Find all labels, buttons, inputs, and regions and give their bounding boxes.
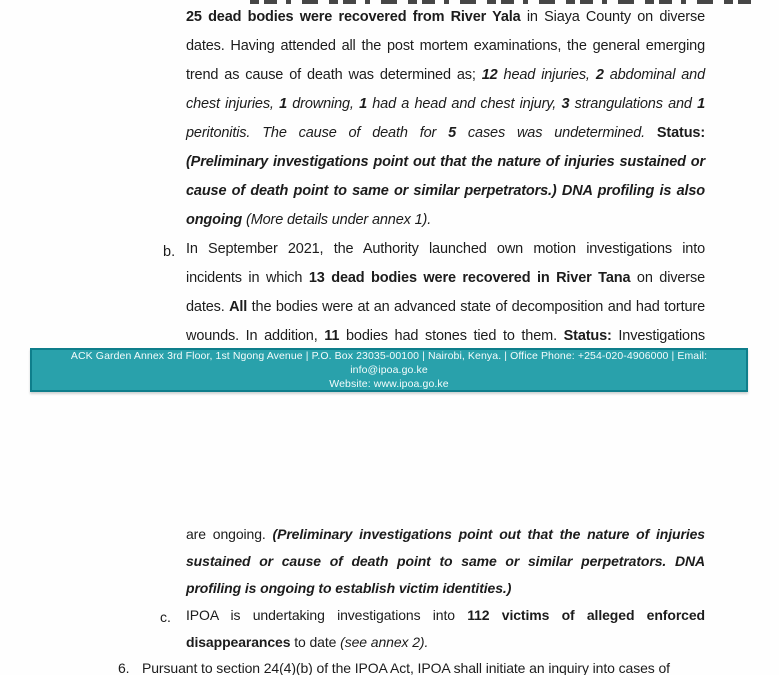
footer-website-line: Website: www.ipoa.go.ke [329,378,449,390]
item-6-text: Pursuant to section 24(4)(b) of the IPOA Act, IPOA shall initiate an inquiry into cases of [142,660,670,675]
list-marker-c: c. [160,609,171,625]
list-item-c-paragraph: IPOA is undertaking investigations into 112 victims of alleged enforced disappearances to date (see annex 2). [186,607,705,650]
list-marker-6: 6. [118,660,130,675]
page2-text-column [186,521,705,656]
page1-text-column [186,3,705,351]
item-b-continuation-paragraph: are ongoing. (Preliminary investigations point out that the nature of injuries sustained or cause of death point to same or similar perpetrators. DNA profiling is ongoing to establish victim identities.) [186,526,705,596]
list-marker-b: b. [163,244,176,260]
list-item-b-paragraph: In September 2021, the Authority launched own motion investigations into incidents in which 13 dead bodies were recovered in River Tana on diverse dates. All the bodies were at an advanced state of decomposition and had torture wounds. In addition, 11 bodies had stones tied to them. Status: Investigations [186,241,705,344]
item-a-continuation-paragraph: 25 dead bodies were recovered from River Yala in Siaya County on diverse dates. Having attended all the post mortem examinations, the general emerging trend as cause of death was determined as; 12 head injuries, 2 abdominal and chest injuries, 1 drowning, 1 had a head and chest injury, 3 strangulations and 1 peritonitis. The cause of death for 5 cases was undetermined. Status: (Preliminary investigations point out that the nature of injuries sustained or cause of death point to same or similar perpetrators.) DNA profiling is also ongoing (More details under annex 1). [186,9,706,228]
numbered-item-6-line [118,655,710,675]
footer-address-line: ACK Garden Annex 3rd Floor, 1st Ngong Avenue | P.O. Box 23035-00100 | Nairobi, Kenya. | Office Phone: +254-020-4906000 | Email: info@ipoa.go.ke [70,350,708,376]
ipoa-contact-footer-banner [30,348,748,392]
